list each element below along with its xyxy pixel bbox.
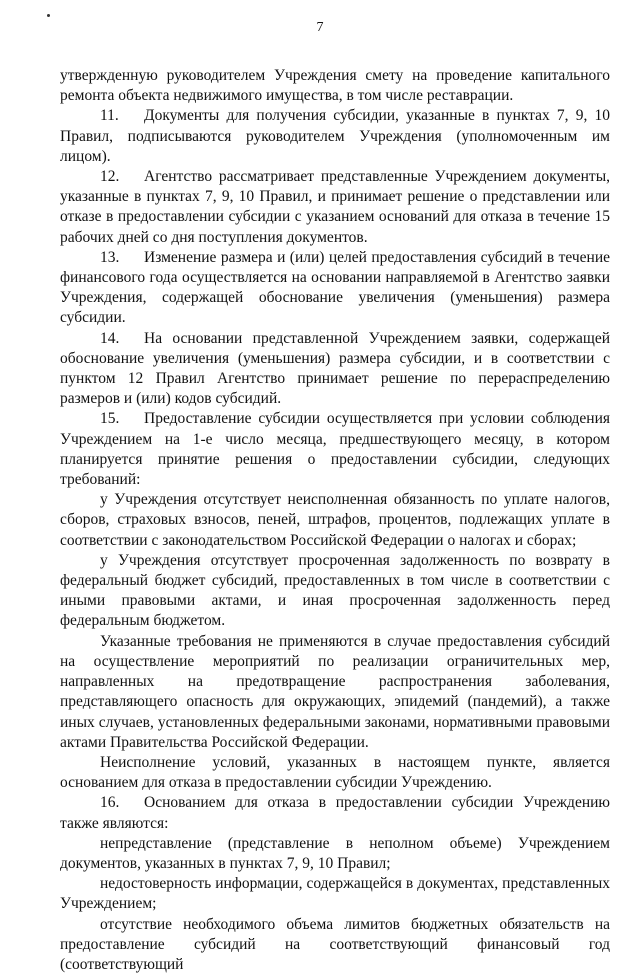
paragraph-number: 13. bbox=[100, 248, 120, 266]
paragraph bbox=[60, 753, 610, 793]
paragraph-text: Агентство рассматривает представленные Учреждением документы, указанные в пунктах 7, 9, 10 Правил, и принимает решение о представлении или отказе в предоставлении субсидии с указанием оснований для отказа в течение 15 рабочих дней со дня поступления документов. bbox=[60, 168, 610, 246]
paragraph-text: На основании представленной Учреждением заявки, содержащей обоснование увеличения (уменьшения) размера субсидии, и в соответствии с пунктом 12 Правил Агентство принимает решение по перераспределению размеров и (или) кодов субсидий. bbox=[60, 329, 610, 408]
document-body bbox=[60, 66, 610, 975]
paragraph-number: 15. bbox=[100, 410, 120, 428]
paragraph-text: утвержденную руководителем Учреждения смету на проведение капитального ремонта объекта недвижимого имущества, в том числе реставрации. bbox=[60, 67, 610, 105]
paragraph bbox=[60, 793, 610, 833]
paragraph bbox=[60, 551, 610, 632]
paragraph bbox=[60, 167, 610, 248]
paragraph-text: непредставление (представление в неполном объеме) Учреждением документов, указанных в пунктах 7, 9, 10 Правил; bbox=[60, 834, 610, 872]
paragraph-text: у Учреждения отсутствует просроченная задолженность по возврату в федеральный бюджет субсидий, предоставленных в том числе в соответствии с иными правовыми актами, и иная просроченная задолженность перед федеральным бюджетом. bbox=[60, 551, 610, 630]
paragraph bbox=[60, 490, 610, 551]
paragraph-text: Предоставление субсидии осуществляется при условии соблюдения Учреждением на 1-е число месяца, предшествующего месяцу, в котором планируется принятие решения о предоставлении субсидии, следующих требований: bbox=[60, 410, 610, 489]
paragraph bbox=[60, 248, 610, 329]
paragraph-text: отсутствие необходимого объема лимитов бюджетных обязательств на предоставление субсидий на соответствующий финансовый год (соответствующий bbox=[60, 915, 610, 973]
paragraph bbox=[60, 329, 610, 410]
paragraph-text: Изменение размера и (или) целей предоставления субсидий в течение финансового года осуществляется на основании направляемой в Агентство заявки Учреждения, содержащей обоснование увеличения (уменьшения) размера субсидии. bbox=[60, 248, 610, 327]
paragraph-number: 16. bbox=[100, 794, 120, 812]
paragraph-number: 12. bbox=[100, 168, 120, 186]
paragraph bbox=[60, 409, 610, 490]
paragraph-text: Неисполнение условий, указанных в настоящем пункте, является основанием для отказа в предоставлении субсидии Учреждению. bbox=[60, 753, 610, 792]
paragraph-number: 14. bbox=[100, 329, 120, 347]
paragraph-text: у Учреждения отсутствует неисполненная обязанность по уплате налогов, сборов, страховых взносов, пеней, штрафов, процентов, подлежащих уплате в соответствии с законодательством Российской Федерации о налогах и сборах; bbox=[60, 491, 610, 549]
paragraph-text: Документы для получения субсидии, указанные в пунктах 7, 9, 10 Правил, подписываются руководителем Учреждения (уполномоченным им лицом). bbox=[60, 107, 610, 165]
paragraph bbox=[60, 106, 610, 167]
paragraph-text: Основанием для отказа в предоставлении субсидии Учреждению также являются: bbox=[60, 794, 610, 832]
scan-mark bbox=[47, 14, 50, 17]
page-number: 7 bbox=[316, 20, 324, 35]
paragraph-text: Указанные требования не применяются в случае предоставления субсидий на осуществление мероприятий по реализации ограничительных мер, направленных на предотвращение распространения заболевания, представляющего опасность для окружающих, эпидемий (пандемий), а также иных случаев, установленных федеральными законами, нормативными правовыми актами Правительства Российской Федерации. bbox=[60, 632, 610, 751]
paragraph bbox=[60, 632, 610, 753]
paragraph bbox=[60, 834, 610, 874]
paragraph-text: недостоверность информации, содержащейся в документах, представленных Учреждением; bbox=[60, 875, 610, 913]
paragraph bbox=[60, 915, 610, 975]
paragraph bbox=[60, 874, 610, 914]
paragraph-number: 11. bbox=[100, 107, 119, 125]
paragraph bbox=[60, 66, 610, 106]
